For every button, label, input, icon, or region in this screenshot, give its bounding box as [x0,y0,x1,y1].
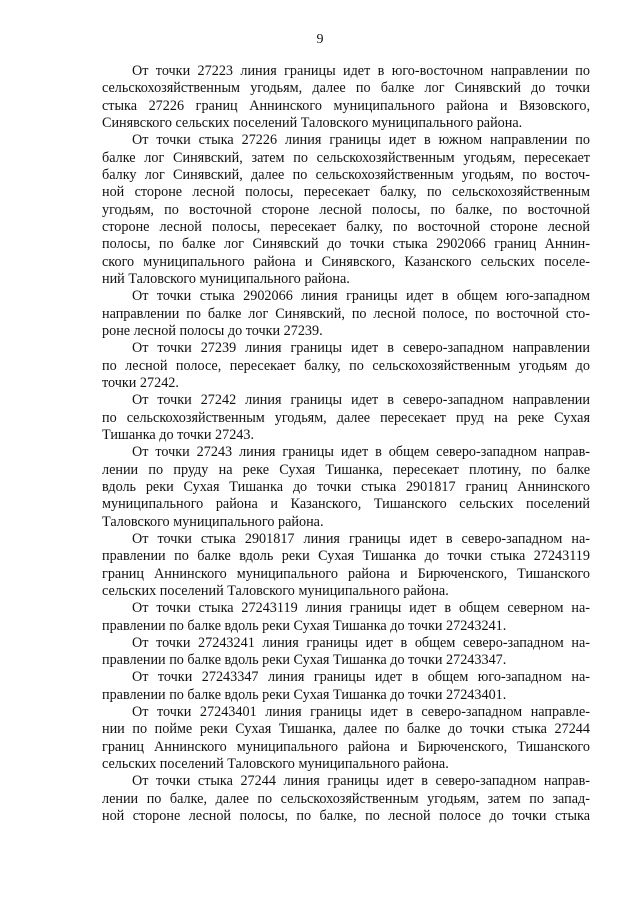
paragraph-line: границ Аннинского муниципального района и Бирюченского, Тишанского [102,738,590,755]
paragraph [102,444,590,531]
paragraph [102,132,590,288]
paragraph-line: От точки стыка 2902066 линия границы идет в общем юго-западном [132,288,590,305]
paragraph [102,600,590,635]
paragraph-line: по лесной полосе, пересекает балку, по сельскохозяйственным угодьям до [102,357,590,374]
page-number: 9 [316,32,324,47]
paragraph-line: по сельскохозяйственным угодьям, далее пересекает пруд на реке Сухая [102,409,590,426]
paragraph-line: Синявского сельских поселений Таловского муниципального района. [102,114,523,131]
document-body [102,63,590,825]
paragraph [102,704,590,773]
paragraph-line: правлении по балке вдоль реки Сухая Тишанка до точки 27243401. [102,686,507,703]
paragraph-line: правлении по балке вдоль реки Сухая Тишанка до точки 27243347. [102,652,507,669]
paragraph [102,531,590,600]
paragraph [102,340,590,392]
paragraph-line: ной стороне лесной полосы, по балке, по лесной полосе до точки стыка [102,808,590,825]
paragraph-line: правлении по балке вдоль реки Сухая Тишанка до точки стыка 27243119 [102,548,590,565]
paragraph-line: муниципального района и Казанского, Тишанского сельских поселений [102,496,590,513]
paragraph-line: сельских поселений Таловского муниципального района. [102,756,449,773]
paragraph-line: От точки стыка 27244 линия границы идет в северо-западном направ- [132,773,590,790]
paragraph-line: сельскохозяйственным угодьям, далее по балке лог Синявский до точки [102,80,590,97]
paragraph-line: стороне лесной полосы, пересекает балку, по восточной стороне лесной [102,218,590,235]
paragraph-line: От точки 27243241 линия границы идет в общем северо-западном на- [132,634,590,651]
paragraph-line: угодьям, по восточной стороне лесной полосы, по балке, по восточной [102,201,590,218]
paragraph-line: лении по балке, далее по сельскохозяйственным угодьям, затем по запад- [102,790,590,807]
paragraph-line: ского муниципального района и Синявского, Казанского сельских поселе- [102,253,590,270]
paragraph-line: направлении по балке лог Синявский, по лесной полосе, по восточной сто- [102,305,590,322]
paragraph-line: От точки 27243401 линия границы идет в северо-западном направле- [132,704,590,721]
paragraph-line: сельских поселений Таловского муниципального района. [102,582,449,599]
paragraph-line: От точки стыка 2901817 линия границы идет в северо-западном на- [132,530,590,547]
paragraph [102,669,590,704]
paragraph-line: лении по пруду на реке Сухая Тишанка, пересекает плотину, по балке [102,461,590,478]
paragraph-line: правлении по балке вдоль реки Сухая Тишанка до точки 27243241. [102,617,507,634]
paragraph-line: границ Аннинского муниципального района и Бирюченского, Тишанского [102,565,590,582]
paragraph-line: Тишанка до точки 27243. [102,426,255,443]
paragraph-line: Таловского муниципального района. [102,513,324,530]
paragraph [102,773,590,825]
paragraph-line: ний Таловского муниципального района. [102,270,350,287]
paragraph [102,288,590,340]
paragraph-line: балке лог Синявский, затем по сельскохозяйственным угодьям, пересекает [102,149,590,166]
paragraph-line: роне лесной полосы до точки 27239. [102,322,323,339]
paragraph-line: стыка 27226 границ Аннинского муниципального района и Вязовского, [102,97,590,114]
paragraph [102,63,590,132]
paragraph-line: От точки стыка 27243119 линия границы идет в общем северном на- [132,600,590,617]
paragraph-line: От точки 27242 линия границы идет в северо-западном направлении [132,392,590,409]
paragraph-line: вдоль реки Сухая Тишанка до точки стыка 2901817 границ Аннинского [102,478,590,495]
paragraph-line: От точки стыка 27226 линия границы идет в южном направлении по [132,132,590,149]
paragraph-line: полосы, по балке лог Синявский до точки стыка 2902066 границ Аннин- [102,236,590,253]
paragraph [102,635,590,670]
paragraph-line: От точки 27223 линия границы идет в юго-восточном направлении по [132,63,590,79]
paragraph-line: От точки 27243 линия границы идет в общем северо-западном направ- [132,444,590,461]
paragraph-line: От точки 27239 линия границы идет в северо-западном направлении [132,340,590,357]
paragraph-line: точки 27242. [102,374,179,391]
paragraph-line: От точки 27243347 линия границы идет в общем юго-западном на- [132,669,590,686]
paragraph [102,392,590,444]
paragraph-line: нии по пойме реки Сухая Тишанка, далее по балке до точки стыка 27244 [102,721,590,738]
paragraph-line: балку лог Синявский, далее по сельскохозяйственным угодьям, по восточ- [102,166,590,183]
paragraph-line: ной стороне лесной полосы, пересекает балку, по сельскохозяйственным [102,184,590,201]
